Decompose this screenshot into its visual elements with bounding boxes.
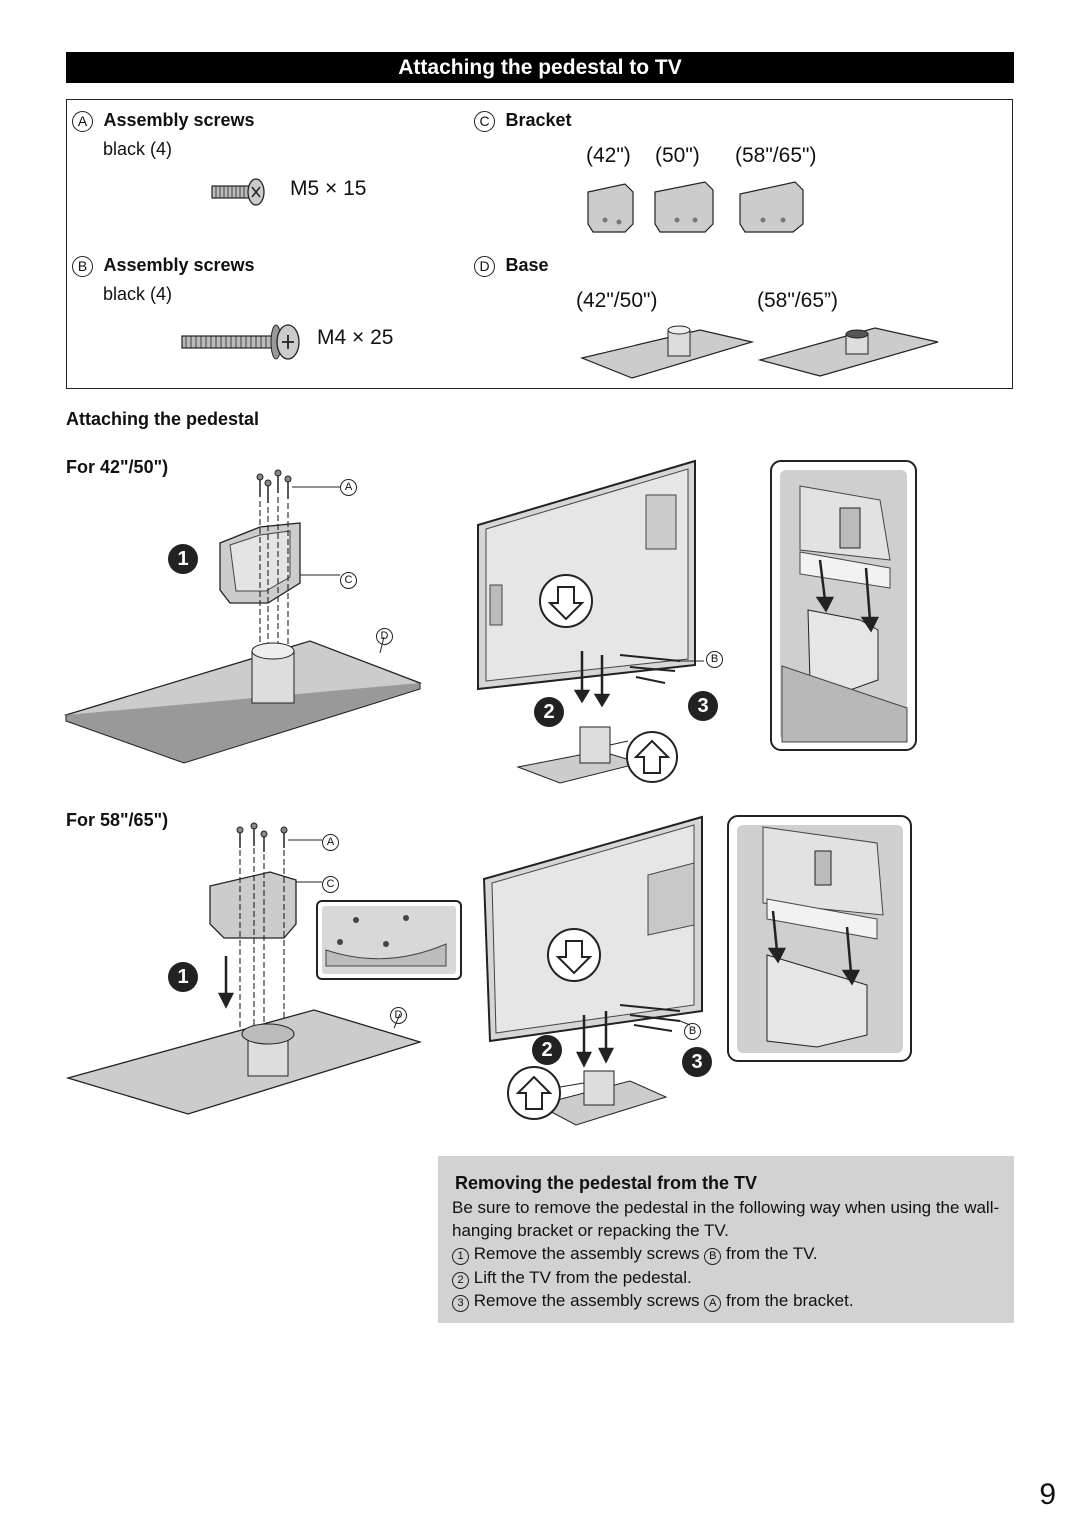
step-1-marker-top: 1: [168, 544, 198, 574]
part-a-letter: A: [72, 111, 93, 132]
page-number: 9: [1039, 1478, 1056, 1511]
step-2-marker-top: 2: [534, 697, 564, 727]
bracket-size-50: (50"): [655, 144, 700, 167]
base-parts-illustration: [580, 320, 940, 382]
part-a-qty: black (4): [103, 139, 173, 159]
removing-step-1: 1 Remove the assembly screws B from the TV.: [452, 1244, 818, 1265]
part-c-header: [474, 110, 572, 132]
callout-a-bottom: A: [322, 832, 339, 851]
step-1-marker-bottom: 1: [168, 962, 198, 992]
base-detail-inset-58-65: [316, 900, 462, 980]
part-b-name: Assembly screws: [103, 255, 255, 275]
callout-a-top: A: [340, 477, 357, 496]
part-c-letter: C: [474, 111, 495, 132]
bracket-parts-illustration: [585, 180, 815, 240]
part-b-header: [72, 255, 255, 277]
part-b-qty: black (4): [103, 284, 173, 304]
callout-b-top: B: [706, 649, 723, 668]
for-42-50-label: For 42"/50"): [66, 457, 169, 477]
step-2-marker-bottom: 2: [532, 1035, 562, 1065]
callout-d-bottom: D: [390, 1005, 407, 1024]
callout-b-bottom: B: [684, 1021, 701, 1040]
step-3-marker-bottom: 3: [682, 1047, 712, 1077]
removing-intro: Be sure to remove the pedestal in the following way when using the wall-hanging bracket or repacking the TV.: [452, 1198, 1000, 1240]
section-title: Attaching the pedestal to TV: [66, 52, 1014, 83]
part-a-size: M5 × 15: [290, 177, 367, 200]
removing-instructions-box: [438, 1156, 1014, 1323]
bracket-size-58-65: (58"/65"): [735, 144, 817, 167]
bracket-size-42: (42"): [586, 144, 631, 167]
removing-heading: Removing the pedestal from the TV: [455, 1173, 758, 1193]
part-d-header: [474, 255, 548, 277]
screw-b-icon: [180, 322, 305, 366]
base-size-58-65: (58"/65”): [757, 289, 838, 312]
base-size-42-50: (42"/50"): [576, 289, 658, 312]
part-a-header: [72, 110, 255, 132]
callout-d-top: D: [376, 626, 393, 645]
part-b-letter: B: [72, 256, 93, 277]
pedestal-assembly-42-50-illustration: [60, 465, 440, 765]
removing-step-3: 3 Remove the assembly screws A from the bracket.: [452, 1291, 854, 1312]
part-d-name: Base: [505, 255, 549, 275]
part-b-size: M4 × 25: [317, 326, 394, 349]
for-58-65-label: For 58"/65"): [66, 810, 169, 830]
callout-c-bottom: C: [322, 874, 339, 893]
part-a-name: Assembly screws: [103, 110, 255, 130]
part-c-name: Bracket: [505, 110, 572, 130]
detail-inset-42-50: [770, 460, 918, 752]
tv-rear-58-65-illustration: [480, 815, 720, 1135]
detail-inset-58-65: [727, 815, 913, 1063]
step-3-marker-top: 3: [688, 691, 718, 721]
removing-step-2: 2 Lift the TV from the pedestal.: [452, 1268, 692, 1289]
screw-a-icon: [210, 178, 270, 208]
tv-rear-42-50-illustration: [470, 455, 710, 795]
callout-c-top: C: [340, 570, 357, 589]
part-d-letter: D: [474, 256, 495, 277]
attaching-heading: Attaching the pedestal: [66, 409, 260, 429]
